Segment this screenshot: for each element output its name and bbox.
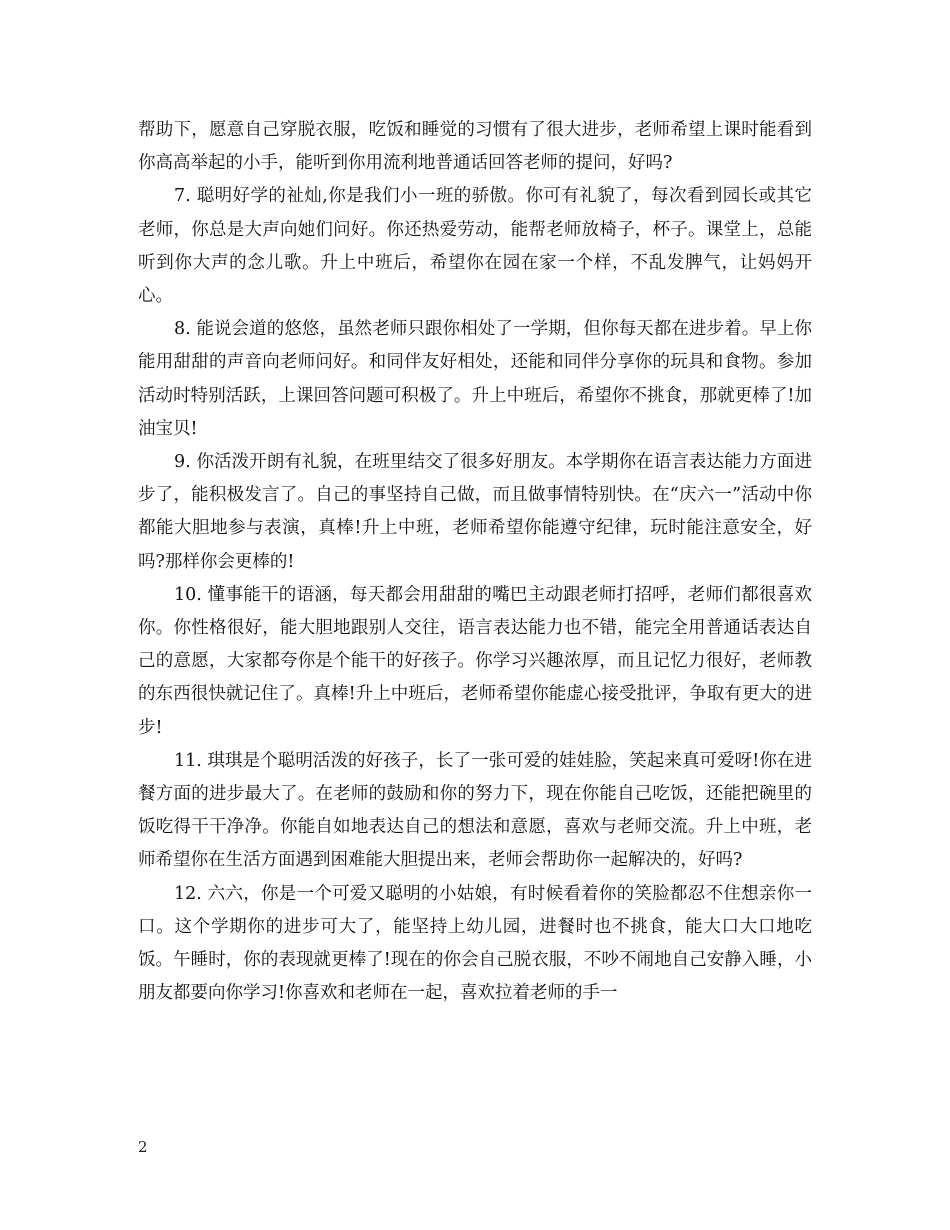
paragraph-item-11: 11. 琪琪是个聪明活泼的好孩子，长了一张可爱的娃娃脸，笑起来真可爱呀!你在进餐方面的进步最大了。在老师的鼓励和你的努力下，现在你能自己吃饭，还能把碗里的饭吃得干干净净。你能自如地表达自己的想法和意愿，喜欢与老师交流。升上中班，老师希望你在生活方面遇到困难能大胆提出来，老师会帮助你一起解决的，好吗?	[138, 750, 812, 871]
paragraph-item-10: 10. 懂事能干的语涵，每天都会用甜甜的嘴巴主动跟老师打招呼，老师们都很喜欢你。你性格很好，能大胆地跟别人交往，语言表达能力也不错，能完全用普通话表达自己的意愿，大家都夸你是个能干的好孩子。你学习兴趣浓厚，而且记忆力很好，老师教的东西很快就记住了。真棒!升上中班后，老师希望你能虚心接受批评，争取有更大的进步!	[138, 584, 812, 738]
paragraph-item-12: 12. 六六，你是一个可爱又聪明的小姑娘，有时候看着你的笑脸都忍不住想亲你一口。这个学期你的进步可大了，能坚持上幼儿园，进餐时也不挑食，能大口大口地吃饭。午睡时，你的表现就更棒了!现在的你会自己脱衣服，不吵不闹地自己安静入睡，小朋友都要向你学习!你喜欢和老师在一起，喜欢拉着老师的手一	[138, 883, 812, 1004]
paragraph-item-7: 7. 聪明好学的祉灿,你是我们小一班的骄傲。你可有礼貌了，每次看到园长或其它老师，你总是大声向她们问好。你还热爱劳动，能帮老师放椅子，杯子。课堂上，总能听到你大声的念儿歌。升上中班后，希望你在园在家一个样，不乱发脾气，让妈妈开心。	[138, 186, 812, 307]
paragraph-item-8: 8. 能说会道的悠悠，虽然老师只跟你相处了一学期，但你每天都在进步着。早上你能用甜甜的声音向老师问好。和同伴友好相处，还能和同伴分享你的玩具和食物。参加活动时特别活跃，上课回答问题可积极了。升上中班后，希望你不挑食，那就更棒了!加油宝贝!	[138, 319, 812, 439]
document-body	[138, 114, 812, 1010]
paragraph-continuation: 帮助下，愿意自己穿脱衣服，吃饭和睡觉的习惯有了很大进步，老师希望上课时能看到你高高举起的小手，能听到你用流利地普通话回答老师的提问，好吗?	[138, 120, 812, 174]
page-number: 2	[138, 1138, 148, 1156]
paragraph-item-9: 9. 你活泼开朗有礼貌，在班里结交了很多好朋友。本学期你在语言表达能力方面进步了，能积极发言了。自己的事坚持自己做，而且做事情特别快。在“庆六一”活动中你都能大胆地参与表演，真棒!升上中班，老师希望你能遵守纪律，玩时能注意安全，好吗?那样你会更棒的!	[138, 452, 812, 572]
